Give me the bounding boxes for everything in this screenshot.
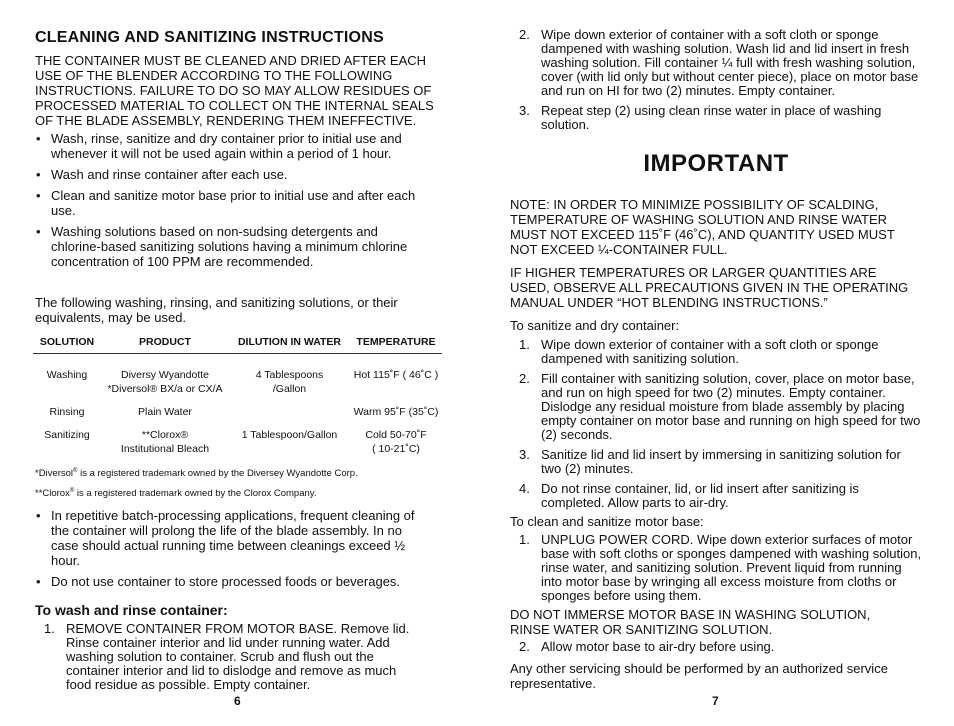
table-cell xyxy=(350,396,442,419)
note-paragraph: NOTE: IN ORDER TO MINIMIZE POSSIBILITY OF SCALDING, TEMPERATURE OF WASHING SOLUTION AND RINSE WATER MUST NOT EXCEED 115˚F (46˚C), AND QUANTITY USED MUST NOT EXCEED ¼-CONTAINER FULL. xyxy=(510,197,895,257)
table-header-row xyxy=(33,335,442,354)
list-item: • Wash and rinse container after each use. xyxy=(35,167,425,182)
cell-line: Warm 95˚F (35˚C) xyxy=(353,406,439,418)
cell-line: 4 Tablespoons xyxy=(255,369,324,381)
step-text: Repeat step (2) using clean rinse water in place of washing solution. xyxy=(541,103,882,132)
cell-line: Diversy Wyandotte xyxy=(120,369,210,381)
registered-mark: ® xyxy=(73,468,78,474)
step-number: 1. xyxy=(519,532,530,547)
cell-line: Hot 115˚F ( 46˚C ) xyxy=(353,369,439,381)
list-item: • Clean and sanitize motor base prior to initial use and after each use. xyxy=(35,188,425,218)
bullet-list xyxy=(35,131,425,275)
footnote-text: is a registered trademark owned by the Clorox Company. xyxy=(74,488,317,500)
table-cell xyxy=(229,354,350,397)
page-number: 7 xyxy=(712,694,719,708)
wash-heading: To wash and rinse container: xyxy=(35,602,228,618)
left-page xyxy=(35,0,440,726)
solutions-intro: The following washing, rinsing, and sanitizing solutions, or their equivalents, may be used. xyxy=(35,295,398,325)
list-item xyxy=(510,448,922,476)
list-item xyxy=(510,482,922,510)
important-title: IMPORTANT xyxy=(643,150,789,177)
list-item: • Do not use container to store processed foods or beverages. xyxy=(35,574,425,589)
motor-steps xyxy=(510,533,922,609)
step-number: 1. xyxy=(519,337,530,352)
table-cell xyxy=(229,419,350,456)
step-text: Wipe down exterior of container with a soft cloth or sponge dampened with sanitizing solution. xyxy=(541,337,879,366)
table-cell xyxy=(101,396,229,419)
wash-steps xyxy=(35,622,417,698)
list-item: • In repetitive batch-processing applications, frequent cleaning of the container will prolong the life of the blade assembly. In no case should actual running time between cleanings exceed ½ hour. xyxy=(35,508,425,568)
wash-steps-continued xyxy=(510,28,922,138)
footnote-mark: *Diversol xyxy=(35,468,74,480)
warning-paragraph: IF HIGHER TEMPERATURES OR LARGER QUANTITIES ARE USED, OBSERVE ALL PRECAUTIONS GIVEN IN THE OPERATING MANUAL UNDER “HOT BLENDING INSTRUCTIONS.” xyxy=(510,265,909,310)
list-item: • Washing solutions based on non-sudsing detergents and chlorine-based sanitizing solutions having a minimum chlorine concentration of 100 PPM are recommended. xyxy=(35,224,425,269)
column-header: SOLUTION xyxy=(33,335,101,354)
step-text: Do not rinse container, lid, or lid insert after sanitizing is completed. Allow parts to air-dry. xyxy=(541,481,859,510)
list-item xyxy=(510,640,922,654)
column-header: TEMPERATURE xyxy=(350,335,442,354)
immerse-warning: DO NOT IMMERSE MOTOR BASE IN WASHING SOLUTION, RINSE WATER OR SANITIZING SOLUTION. xyxy=(510,607,871,637)
column-header: PRODUCT xyxy=(101,335,229,354)
cell-line: Institutional Bleach xyxy=(120,443,210,455)
service-note: Any other servicing should be performed by an authorized service representative. xyxy=(510,661,888,691)
table-cell xyxy=(229,396,350,419)
step-number: 2. xyxy=(519,639,530,654)
table-cell xyxy=(101,419,229,456)
table-cell xyxy=(350,419,442,456)
table-cell: Rinsing xyxy=(49,406,85,418)
footnote-text: is a registered trademark owned by the Diversey Wyandotte Corp. xyxy=(77,468,358,480)
table-cell: Washing xyxy=(46,369,88,381)
motor-steps-2 xyxy=(510,640,922,660)
step-text: Wipe down exterior of container with a soft cloth or sponge dampened with washing solution. Wash lid and lid insert in fresh washing solution. Fill container ¼ full with fresh washing solution, cover (with lid only but without center piece), place on motor base and run on HI for two (2) minutes. Empty container. xyxy=(541,27,919,98)
step-number: 3. xyxy=(519,447,530,462)
list-item xyxy=(510,533,922,603)
table-row xyxy=(33,354,442,397)
table-cell xyxy=(350,354,442,397)
step-text: REMOVE CONTAINER FROM MOTOR BASE. Remove lid. Rinse container interior and lid under running water. Add washing solution to container. Scrub and flush out the container interior and lid to dislodge and remove as much food residue as possible. Empty container. xyxy=(66,621,410,692)
section-heading: CLEANING AND SANITIZING INSTRUCTIONS xyxy=(35,29,384,46)
list-item xyxy=(35,622,417,692)
cell-line: Cold 50-70˚F xyxy=(365,429,427,441)
step-text: UNPLUG POWER CORD. Wipe down exterior surfaces of motor base with soft cloths or sponges dampened with washing solution, rinse water, and sanitizing solution. Prevent liquid from running into motor base by wringing all excess moisture from cloths or sponges before using them. xyxy=(541,532,922,603)
cell-line: Plain Water xyxy=(138,406,192,418)
cell-line: /Gallon xyxy=(272,383,307,395)
motor-intro: To clean and sanitize motor base: xyxy=(510,514,704,529)
footnote-clorox xyxy=(35,488,316,499)
table-row xyxy=(33,419,442,456)
step-number: 3. xyxy=(519,103,530,118)
page-number: 6 xyxy=(234,694,241,708)
step-number: 2. xyxy=(519,371,530,386)
table-cell: Sanitizing xyxy=(44,429,90,441)
bullet-list-2 xyxy=(35,508,425,595)
sanitize-steps xyxy=(510,338,922,516)
list-item xyxy=(510,372,922,442)
footnote-mark: **Clorox xyxy=(35,488,70,500)
cell-line: 1 Tablespoon/Gallon xyxy=(241,429,338,441)
cell-line: *Diversol® BX/a or CX/A xyxy=(107,383,223,395)
list-item xyxy=(510,338,922,366)
step-number: 1. xyxy=(44,621,55,636)
list-item xyxy=(510,104,922,132)
step-text: Allow motor base to air-dry before using. xyxy=(541,639,775,654)
registered-mark: ® xyxy=(69,488,75,494)
step-text: Fill container with sanitizing solution, cover, place on motor base, and run on high speed for two (2) minutes. Empty container. Dislodge any residual moisture from blade assembly by placing empty container on motor base and running on high speed for two (2) seconds. xyxy=(541,371,921,442)
sanitize-intro: To sanitize and dry container: xyxy=(510,318,680,333)
cell-line: ( 10-21˚C) xyxy=(372,443,420,455)
step-number: 2. xyxy=(519,27,530,42)
right-page xyxy=(510,0,922,726)
solutions-table xyxy=(33,335,442,456)
step-number: 4. xyxy=(519,481,530,496)
table-row xyxy=(33,396,442,419)
table-cell xyxy=(101,354,229,397)
cell-line: **Clorox® xyxy=(141,429,189,441)
footnote-diversol xyxy=(35,468,358,479)
step-text: Sanitize lid and lid insert by immersing in sanitizing solution for two (2) minutes. xyxy=(541,447,901,476)
list-item xyxy=(510,28,922,98)
intro-paragraph: THE CONTAINER MUST BE CLEANED AND DRIED AFTER EACH USE OF THE BLENDER ACCORDING TO THE FOLLOWING INSTRUCTIONS. FAILURE TO DO SO MAY ALLOW RESIDUES OF PROCESSED MATERIAL TO COLLECT ON THE INTERNAL SEALS OF THE BLADE ASSEMBLY, RENDERING THEM INEFFECTIVE. xyxy=(35,53,434,128)
column-header: DILUTION IN WATER xyxy=(229,335,350,354)
list-item: • Wash, rinse, sanitize and dry container prior to initial use and whenever it will not be used again within a period of 1 hour. xyxy=(35,131,425,161)
